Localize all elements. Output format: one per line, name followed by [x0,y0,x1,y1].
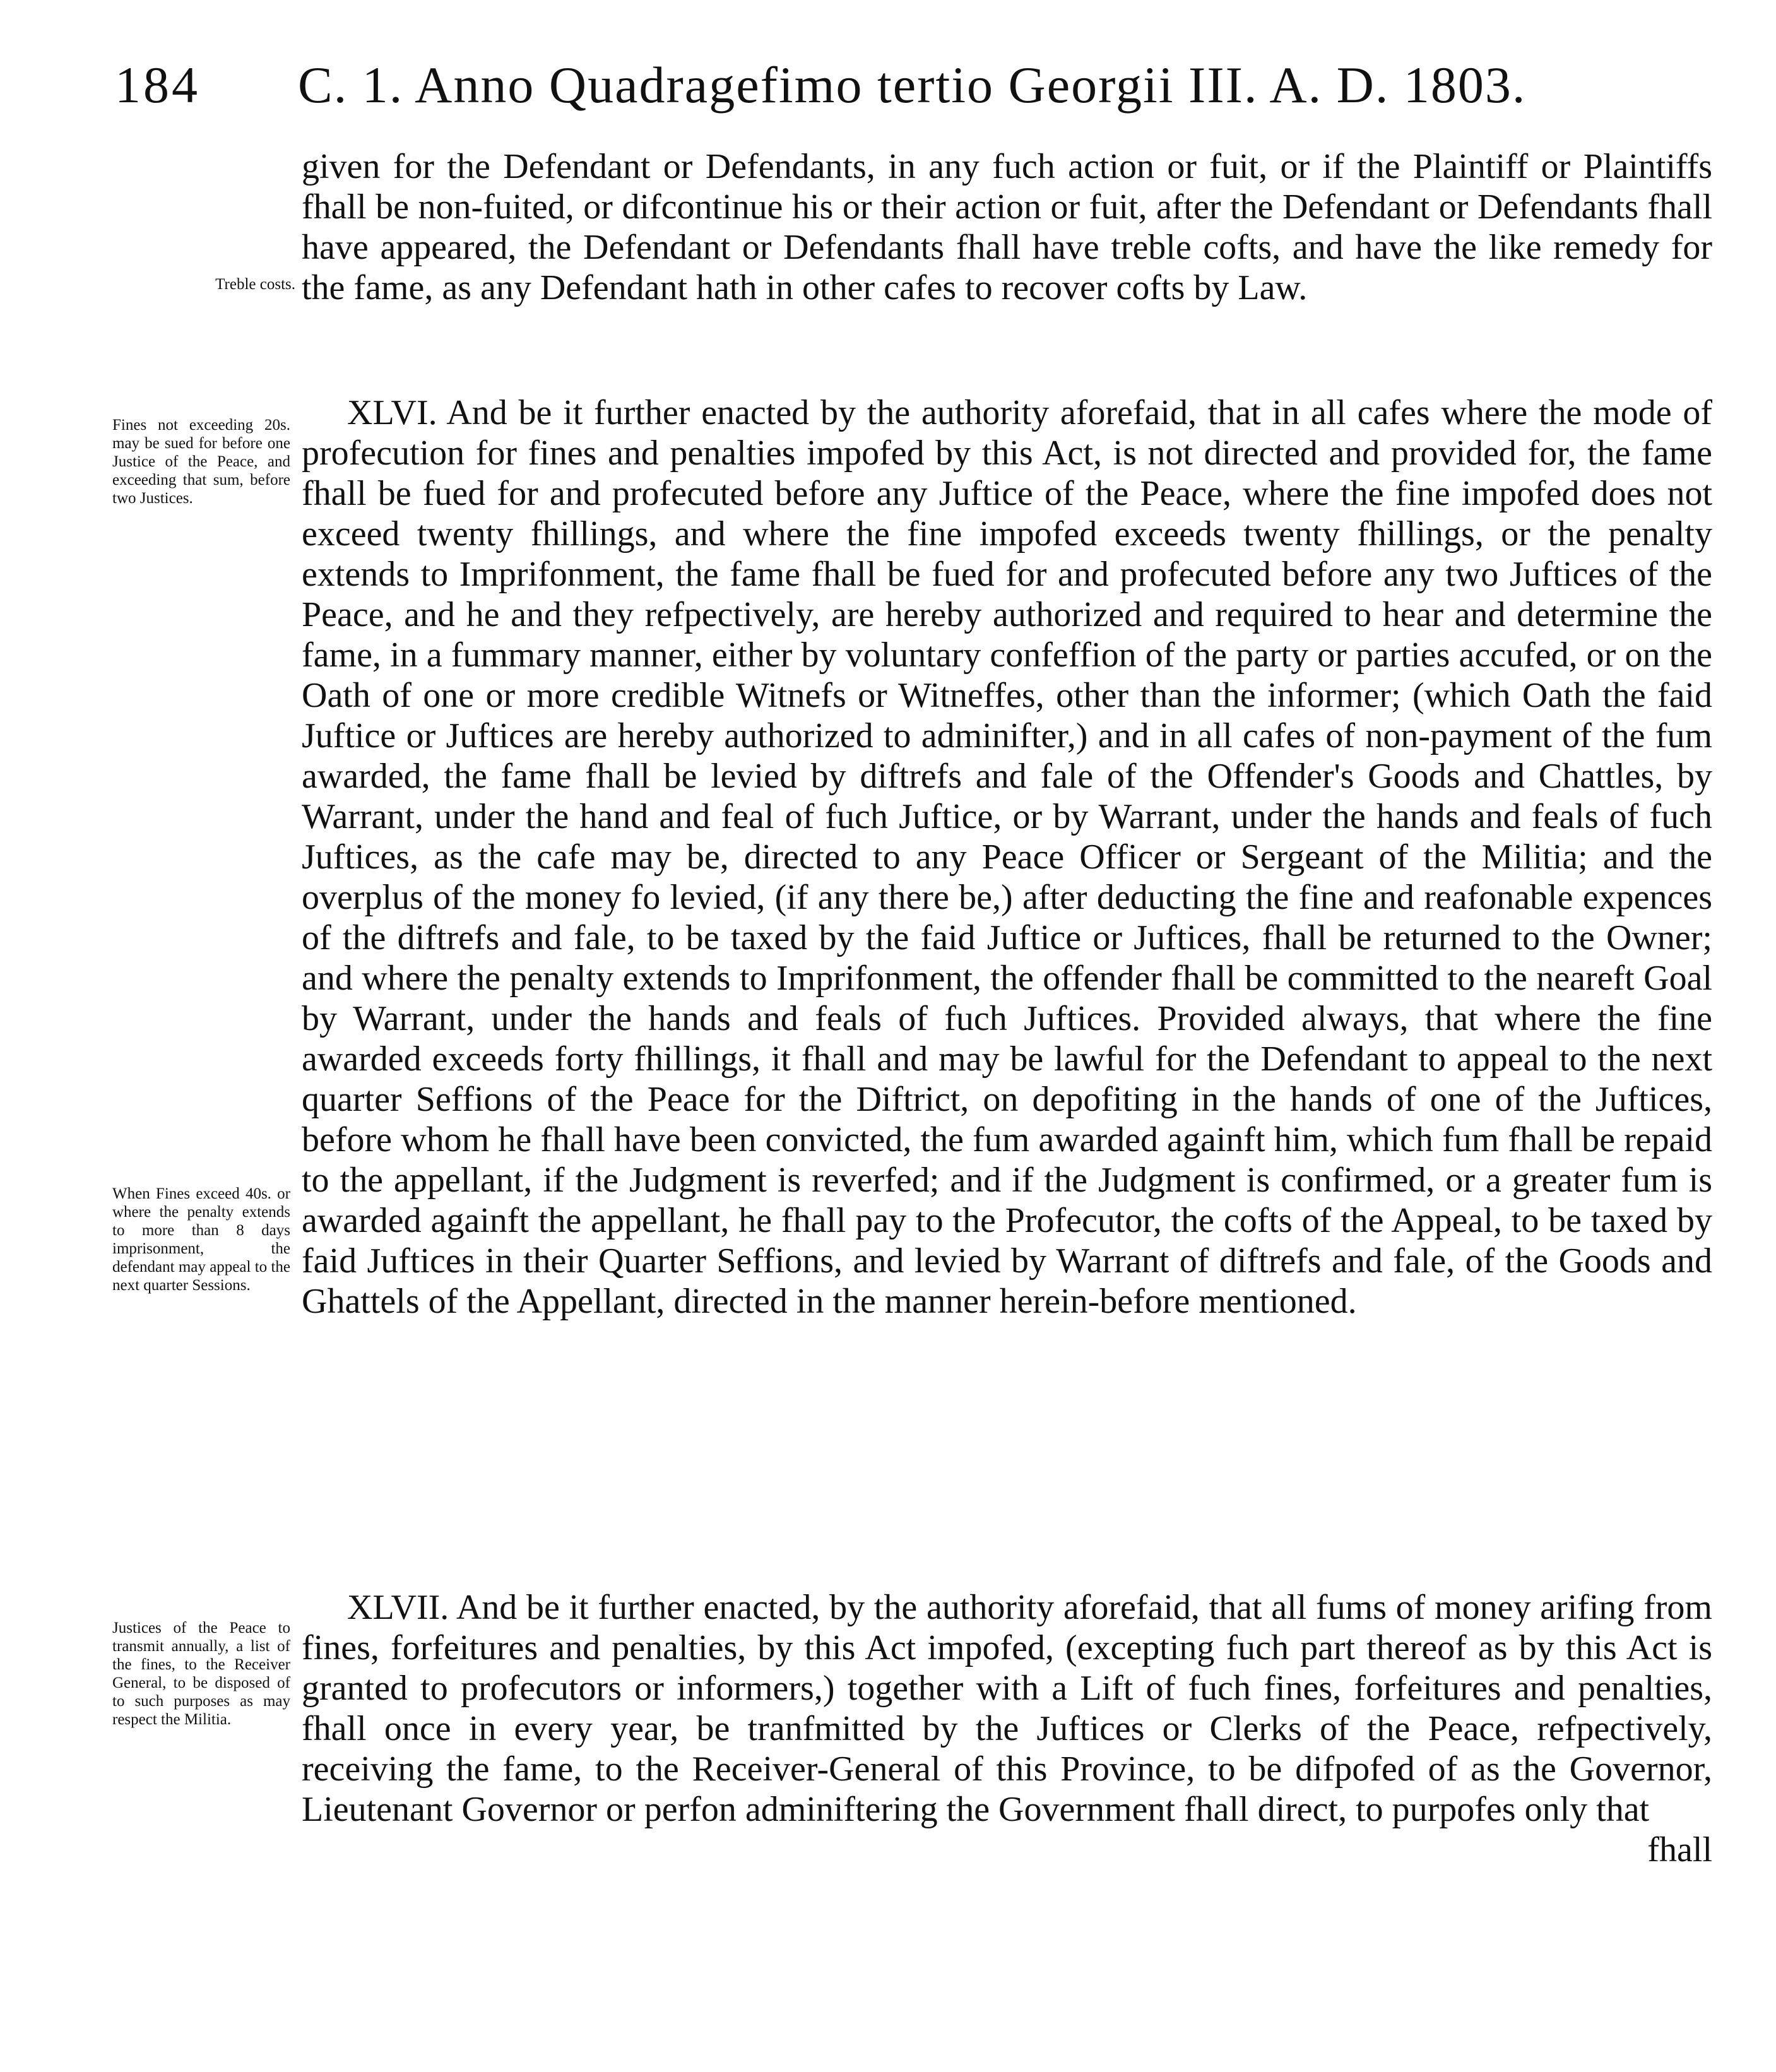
continued-paragraph [302,146,1712,308]
margin-note-appeal: When Fines exceed 40s. or where the penalty extends to more than 8 days imprisonment, the defendant may appeal to the next quarter Sessions. [112,1185,290,1294]
margin-note-treble-costs: Treble costs. [215,276,295,293]
page-number: 184 [115,56,200,114]
running-header [115,56,1712,125]
catchword: fhall [1647,1830,1712,1869]
section-xlvii [302,1587,1712,1870]
section-xlvi [302,393,1712,1322]
running-title: C. 1. Anno Quadragefimo tertio Georgii III. A. D. 1803. [298,56,1527,114]
margin-note-fines-not-exceeding: Fines not exceeding 20s. may be sued for before one Justice of the Peace, and exceeding that sum, before two Justices. [112,417,290,507]
section-xlvii-text: XLVII. And be it further enacted, by the authority aforefaid, that all fums of money arifing from fines, forfeitures and penalties, by this Act impofed, (excepting fuch part thereof as by this Act is granted to profecutors or informers,) together with a Lift of fuch fines, forfeitures and penalties, fhall once in every year, be tranfmitted by the Juftices or Clerks of the Peace, refpectively, receiving the fame, to the Receiver-General of this Province, to be difpofed of as the Governor, Lieutenant Governor or perfon adminiftering the Government fhall direct, to purpofes only that [302,1588,1712,1829]
paragraph-text: given for the Defendant or Defendants, in any fuch action or fuit, or if the Plaintiff or Plaintiffs fhall be non-fuited, or difcontinue his or their action or fuit, after the Defendant or Defendants fhall have appeared, the Defendant or Defendants fhall have treble cofts, and have the like remedy for the fame, as any Defendant hath in other cafes to recover cofts by Law. [302,147,1712,307]
margin-note-justices-transmit: Justices of the Peace to transmit annually, a list of the fines, to the Receiver General, to be disposed of to such purposes as may respect the Militia. [112,1619,290,1728]
section-xlvi-text: XLVI. And be it further enacted by the authority aforefaid, that in all cafes where the mode of profecution for fines and penalties impofed by this Act, is not directed and provided for, the fame fhall be fued for and profecuted before any Juftice of the Peace, where the fine impofed does not exceed twenty fhillings, and where the fine impofed exceeds twenty fhillings, or the penalty extends to Imprifonment, the fame fhall be fued for and profecuted before any two Juftices of the Peace, and he and they refpectively, are hereby authorized and required to hear and determine the fame, in a fummary manner, either by voluntary confeffion of the party or parties accufed, or on the Oath of one or more credible Witnefs or Witneffes, other than the informer; (which Oath the faid Juftice or Juftices are hereby authorized to adminifter,) and in all cafes of non-payment of the fum awarded, the fame fhall be levied by diftrefs and fale of the Offender's Goods and Chattles, by Warrant, under the hand and feal of fuch Juftice, or by Warrant, under the hands and feals of fuch Juftices, as the cafe may be, directed to any Peace Officer or Sergeant of the Militia; and the overplus of the money fo levied, (if any there be,) after deducting the fine and reafonable expences of the diftrefs and fale, to be taxed by the faid Juftice or Juftices, fhall be returned to the Owner; and where the penalty extends to Imprifonment, the offender fhall be committed to the neareft Goal by Warrant, under the hands and feals of fuch Juftices. Provided always, that where the fine awarded exceeds forty fhillings, it fhall and may be lawful for the Defendant to appeal to the next quarter Seffions of the Peace for the Diftrict, on depofiting in the hands of one of the Juftices, before whom he fhall have been convicted, the fum awarded againft him, which fum fhall be repaid to the appellant, if the Judgment is reverfed; and if the Judgment is confirmed, or a greater fum is awarded againft the appellant, he fhall pay to the Profecutor, the cofts of the Appeal, to be taxed by faid Juftices in their Quarter Seffions, and levied by Warrant of diftrefs and fale, of the Goods and Ghattels of the Appellant, directed in the manner herein-before mentioned. [302,393,1712,1321]
